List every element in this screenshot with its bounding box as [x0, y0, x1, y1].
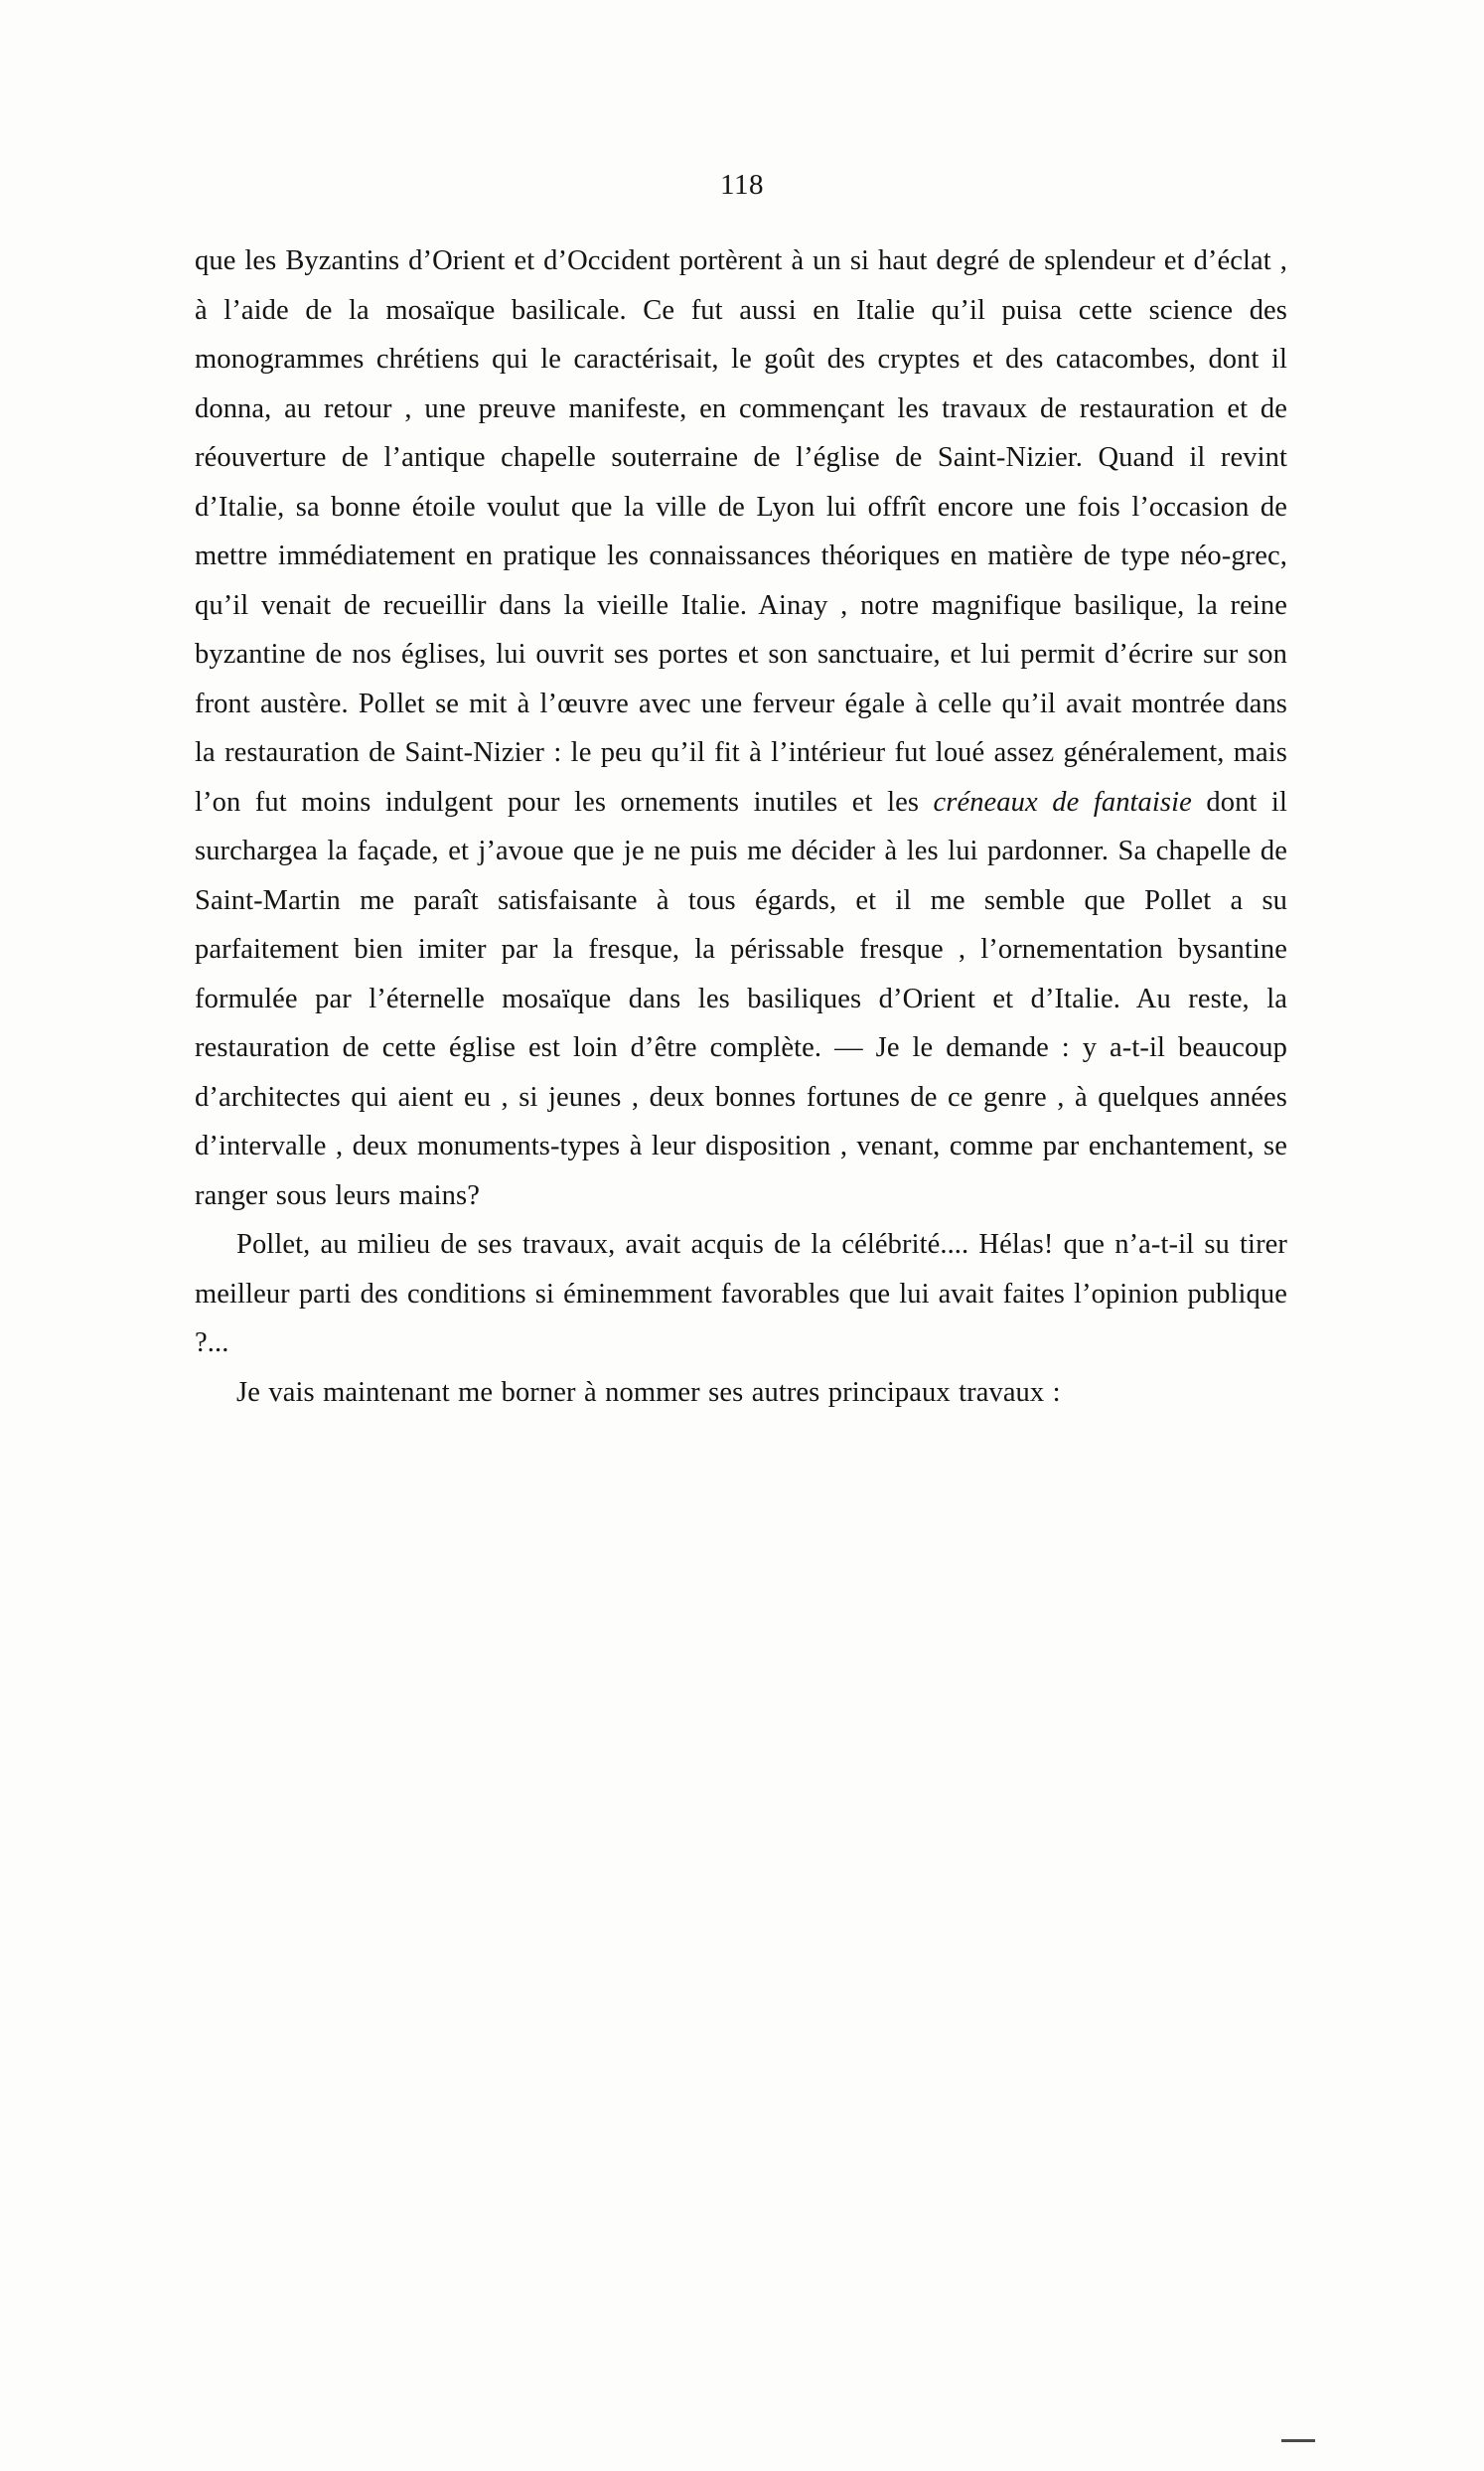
- page-footer-mark: [1281, 2439, 1315, 2442]
- body-text: [195, 236, 1287, 1417]
- plain-text: Pollet, au milieu de ses travaux, avait acquis de la célébrité.... Hélas! que n’a-t-il su tirer meilleur parti des conditions si éminemment favorables que lui avait faites l’opinion publique ?...: [195, 1229, 1287, 1358]
- page-number: 118: [720, 169, 764, 201]
- plain-text: que les Byzantins d’Orient et d’Occident portèrent à un si haut degré de splendeur et d’éclat , à l’aide de la mosaïque basilicale. Ce fut aussi en Italie qu’il puisa cette science des monogrammes chrétiens qui le caractérisait, le goût des cryptes et des catacombes, dont il donna, au retour , une preuve manifeste, en commençant les travaux de restauration et de réouverture de l’antique chapelle souterraine de l’église de Saint-Nizier. Quand il revint d’Italie, sa bonne étoile voulut que la ville de Lyon lui offrît encore une fois l’occasion de mettre immédiatement en pratique les connaissances théoriques en matière de type néo-grec, qu’il venait de recueillir dans la vieille Italie. Ainay , notre magnifique basilique, la reine byzantine de nos églises, lui ouvrit ses portes et son sanctuaire, et lui permit d’écrire sur son front austère. Pollet se mit à l’œuvre avec une ferveur égale à celle qu’il avait montrée dans la restauration de Saint-Nizier : le peu qu’il fit à l’intérieur fut loué assez généralement, mais l’on fut moins indulgent pour les ornements inutiles et les: [195, 245, 1287, 818]
- paragraph: [195, 236, 1287, 1220]
- plain-text: dont il surchargea la façade, et j’avoue que je ne puis me décider à les lui pardonner. Sa chapelle de Saint-Martin me paraît satisfaisante à tous égards, et il me semble que Pollet a su parfaitement bien imiter par la fresque, la périssable fresque , l’ornementation bysantine formulée par l’éternelle mosaïque dans les basiliques d’Orient et d’Italie. Au reste, la restauration de cette église est loin d’être complète. — Je le demande : y a-t-il beaucoup d’architectes qui aient eu , si jeunes , deux bonnes fortunes de ce genre , à quelques années d’intervalle , deux monuments-types à leur disposition , venant, comme par enchantement, se ranger sous leurs mains?: [195, 786, 1287, 1211]
- paragraph: [195, 1368, 1287, 1418]
- emphasis-text: créneaux de fantaisie: [933, 786, 1192, 818]
- plain-text: Je vais maintenant me borner à nommer ses autres principaux travaux :: [236, 1376, 1061, 1408]
- paragraph: [195, 1220, 1287, 1368]
